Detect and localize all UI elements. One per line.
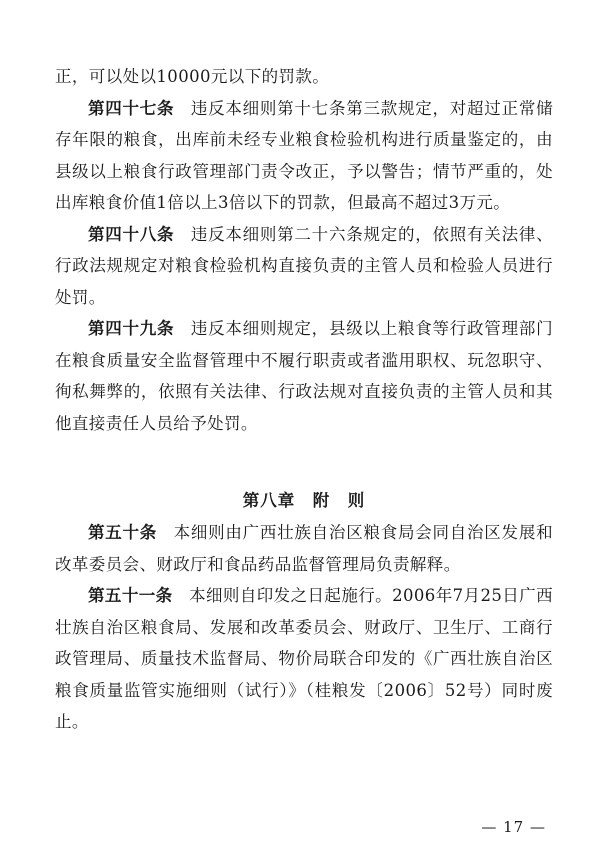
continuation-paragraph xyxy=(55,61,553,93)
article-50-number: 第五十条 xyxy=(88,523,158,542)
article-48-text: 违反本细则第二十六条规定的，依照有关法律、行政法规规定对粮食检验机构直接负责的主管人员和检验人员进行处罚。 xyxy=(55,224,554,307)
article-48 xyxy=(55,219,553,314)
article-51-text: 本细则自印发之日起施行。2006年7月25日广西壮族自治区粮食局、发展和改革委员会、财政厅、卫生厅、工商行政管理局、质量技术监督局、物价局联合印发的《广西壮族自治区粮食质量监管实施细则（试行）》（桂粮发〔2006〕52号）同时废止。 xyxy=(55,586,553,731)
articles-section-bottom xyxy=(55,517,553,738)
continuation-text: 正，可以处以10000元以下的罚款。 xyxy=(55,67,330,86)
article-49-text: 违反本细则规定，县级以上粮食等行政管理部门在粮食质量安全监督管理中不履行职责或者滥用职权、玩忽职守、徇私舞弊的，依照有关法律、行政法规对直接负责的主管人员和其他直接责任人员给予处罚。 xyxy=(55,319,554,433)
article-50 xyxy=(55,517,553,580)
article-51-number: 第五十一条 xyxy=(88,586,173,605)
article-49-number: 第四十九条 xyxy=(88,319,175,338)
article-47 xyxy=(55,93,553,219)
articles-section-top xyxy=(55,61,553,439)
article-49 xyxy=(55,313,553,439)
chapter-heading: 第八章 附 则 xyxy=(242,491,366,510)
article-50-text: 本细则由广西壮族自治区粮食局会同自治区发展和改革委员会、财政厅和食品药品监督管理局负责解释。 xyxy=(55,523,553,574)
article-47-number: 第四十七条 xyxy=(88,98,175,118)
article-48-number: 第四十八条 xyxy=(88,224,175,244)
page-number: — 17 — xyxy=(481,818,546,836)
article-47-text: 违反本细则第十七条第三款规定，对超过正常储存年限的粮食，出库前未经专业粮食检验机构进行质量鉴定的，由县级以上粮食行政管理部门责令改正，予以警告；情节严重的，处出库粮食价值1倍以上3倍以下的罚款，但最高不超过3万元。 xyxy=(55,98,554,212)
article-51 xyxy=(55,580,553,738)
